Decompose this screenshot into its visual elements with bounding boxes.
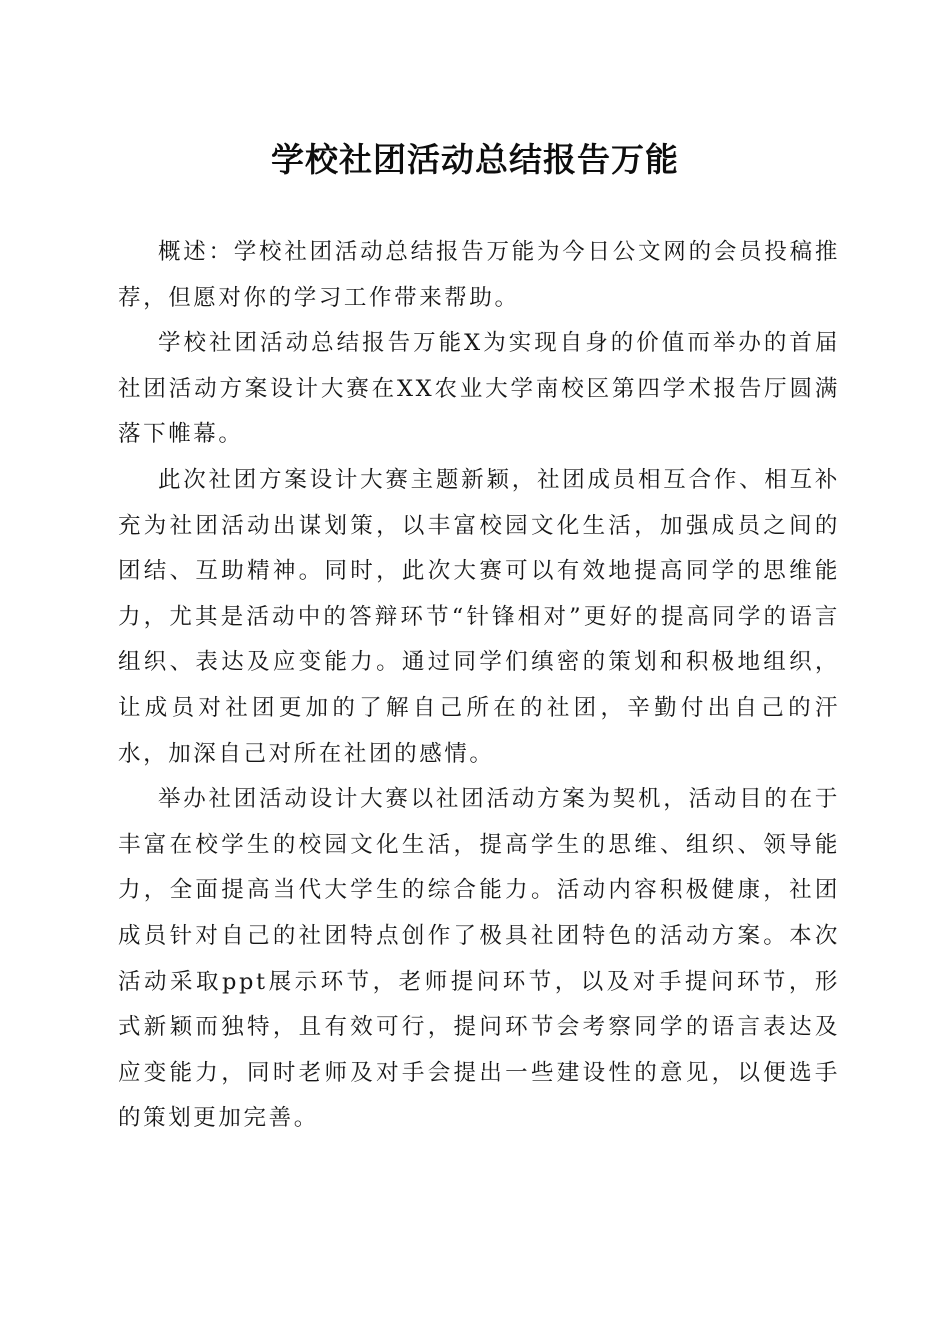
paragraph-competition-purpose: 举办社团活动设计大赛以社团活动方案为契机，活动目的在于丰富在校学生的校园文化生活，提高学生的思维、组织、领导能力，全面提高当代大学生的综合能力。活动内容积极健康，社团成员针对自己的社团特点创作了极具社团特色的活动方案。本次活动采取ppt展示环节，老师提问环节，以及对手提问环节，形式新颖而独特，且有效可行，提问环节会考察同学的语言表达及应变能力，同时老师及对手会提出一些建设性的意见，以便选手的策划更加完善。: [118, 786, 840, 1132]
document-body: [118, 230, 840, 1142]
paragraph-competition-theme: 此次社团方案设计大赛主题新颖，社团成员相互合作、相互补充为社团活动出谋划策，以丰富校园文化生活，加强成员之间的团结、互助精神。同时，此次大赛可以有效地提高同学的思维能力，尤其是活动中的答辩环节“针锋相对”更好的提高同学的语言组织、表达及应变能力。通过同学们缜密的策划和积极地组织，让成员对社团更加的了解自己所在的社团，辛勤付出自己的汗水，加深自己对所在社团的感情。: [118, 466, 840, 767]
document-title: 学校社团活动总结报告万能: [271, 140, 679, 179]
paragraph-overview: 概述：学校社团活动总结报告万能为今日公文网的会员投稿推荐，但愿对你的学习工作带来帮助。: [118, 239, 840, 311]
paragraph-intro: 学校社团活动总结报告万能X为实现自身的价值而举办的首届社团活动方案设计大赛在XX农业大学南校区第四学术报告厅圆满落下帷幕。: [118, 330, 840, 448]
